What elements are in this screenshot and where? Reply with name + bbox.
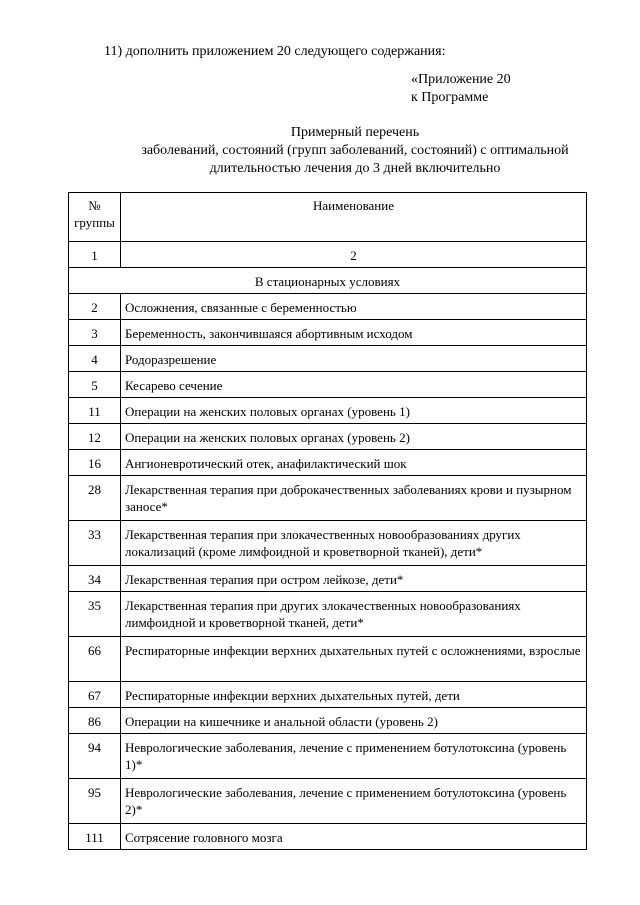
appendix-line-2: к Программе	[411, 90, 489, 105]
group-number: 12	[69, 424, 121, 450]
table-header-row	[69, 193, 587, 242]
table-row	[69, 637, 587, 682]
table-row	[69, 450, 587, 476]
appendix-reference	[411, 71, 511, 107]
table-row	[69, 424, 587, 450]
group-number: 2	[69, 294, 121, 320]
table-row	[69, 779, 587, 824]
heading-line-2: заболеваний, состояний (групп заболеваний, состояний) с оптимальной	[141, 143, 569, 158]
column-number-2: 2	[121, 242, 587, 268]
header-group-number	[69, 193, 121, 242]
table-row	[69, 708, 587, 734]
group-name: Сотрясение головного мозга	[121, 824, 587, 850]
group-number: 86	[69, 708, 121, 734]
header-number-sign: №	[88, 198, 101, 213]
group-name: Лекарственная терапия при доброкачественных заболеваниях крови и пузырном заносе*	[121, 476, 587, 521]
group-number: 67	[69, 682, 121, 708]
group-number: 111	[69, 824, 121, 850]
document-heading	[60, 124, 640, 178]
group-number: 95	[69, 779, 121, 824]
header-name: Наименование	[121, 193, 587, 242]
group-number: 28	[69, 476, 121, 521]
group-number: 16	[69, 450, 121, 476]
section-row	[69, 268, 587, 294]
group-name: Лекарственная терапия при других злокачественных новообразованиях лимфоидной и кроветворной тканей, дети*	[121, 592, 587, 637]
group-number: 66	[69, 637, 121, 682]
group-name: Лекарственная терапия при злокачественных новообразованиях других локализаций (кроме лимфоидной и кроветворной тканей), дети*	[121, 521, 587, 566]
group-number: 11	[69, 398, 121, 424]
group-name: Респираторные инфекции верхних дыхательных путей, дети	[121, 682, 587, 708]
table-row	[69, 320, 587, 346]
heading-line-1: Примерный перечень	[290, 125, 420, 140]
table-row	[69, 294, 587, 320]
table-row	[69, 476, 587, 521]
group-name: Неврологические заболевания, лечение с применением ботулотоксина (уровень 2)*	[121, 779, 587, 824]
group-name: Родоразрешение	[121, 346, 587, 372]
table-row	[69, 346, 587, 372]
appendix-line-1: «Приложение 20	[411, 72, 511, 87]
group-number: 4	[69, 346, 121, 372]
table-row	[69, 734, 587, 779]
intro-line: 11) дополнить приложением 20 следующего содержания:	[104, 44, 446, 59]
group-number: 3	[69, 320, 121, 346]
group-name: Операции на кишечнике и анальной области (уровень 2)	[121, 708, 587, 734]
group-number: 33	[69, 521, 121, 566]
group-number: 34	[69, 566, 121, 592]
table-row	[69, 824, 587, 850]
column-numbering-row	[69, 242, 587, 268]
group-name: Респираторные инфекции верхних дыхательных путей с осложнениями, взрослые	[121, 637, 587, 682]
table-row	[69, 592, 587, 637]
table-row	[69, 566, 587, 592]
table-row	[69, 398, 587, 424]
group-name: Лекарственная терапия при остром лейкозе, дети*	[121, 566, 587, 592]
group-name: Осложнения, связанные с беременностью	[121, 294, 587, 320]
group-number: 35	[69, 592, 121, 637]
header-group-word: группы	[74, 215, 115, 230]
group-number: 94	[69, 734, 121, 779]
table-row	[69, 521, 587, 566]
group-name: Операции на женских половых органах (уровень 1)	[121, 398, 587, 424]
group-name: Операции на женских половых органах (уровень 2)	[121, 424, 587, 450]
group-name: Неврологические заболевания, лечение с применением ботулотоксина (уровень 1)*	[121, 734, 587, 779]
section-title: В стационарных условиях	[69, 268, 587, 294]
group-number: 5	[69, 372, 121, 398]
column-number-1: 1	[69, 242, 121, 268]
table-row	[69, 682, 587, 708]
table-row	[69, 372, 587, 398]
heading-line-3: длительностью лечения до 3 дней включительно	[209, 161, 501, 176]
group-name: Беременность, закончившаяся абортивным исходом	[121, 320, 587, 346]
group-name: Кесарево сечение	[121, 372, 587, 398]
group-name: Ангионевротический отек, анафилактический шок	[121, 450, 587, 476]
disease-groups-table	[68, 192, 587, 850]
